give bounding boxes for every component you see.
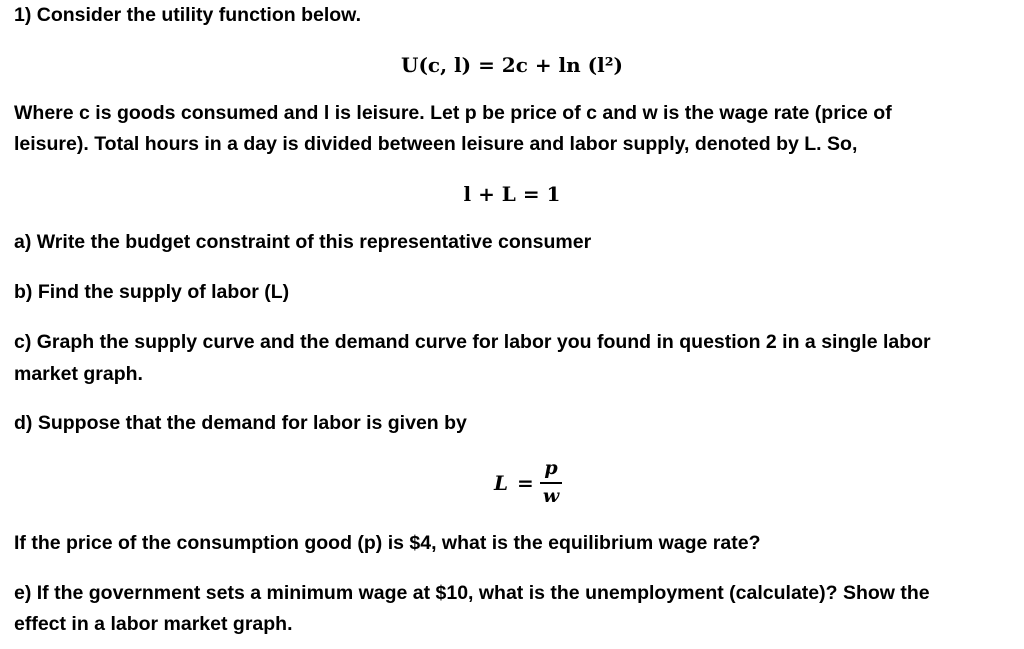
part-e-line-2: effect in a labor market graph. <box>14 613 293 635</box>
time-constraint-equation: l + L = 1 <box>463 182 561 206</box>
part-d: d) Suppose that the demand for labor is given by <box>14 412 467 434</box>
description-line-2: leisure). Total hours in a day is divided between leisure and labor supply, denoted by L. So, <box>14 133 858 155</box>
demand-denominator: w <box>542 485 560 507</box>
part-e-line-1: e) If the government sets a minimum wage at $10, what is the unemployment (calculate)? Show the <box>14 582 930 604</box>
part-c-line-1: c) Graph the supply curve and the demand curve for labor you found in question 2 in a single labor <box>14 331 931 353</box>
description-line-1: Where c is goods consumed and l is leisure. Let p be price of c and w is the wage rate (price of <box>14 102 892 124</box>
part-b: b) Find the supply of labor (L) <box>14 281 290 303</box>
utility-equation: U(c, l) = 2c + ln (l²) <box>401 53 623 77</box>
labor-demand-equation <box>0 457 1024 509</box>
price-question: If the price of the consumption good (p) is $4, what is the equilibrium wage rate? <box>14 532 761 554</box>
part-a: a) Write the budget constraint of this representative consumer <box>14 231 592 253</box>
fraction-bar <box>540 482 562 484</box>
demand-lhs: L <box>494 471 509 495</box>
question-title: 1) Consider the utility function below. <box>14 4 362 26</box>
part-c-line-2: market graph. <box>14 363 143 385</box>
demand-numerator: p <box>544 457 558 479</box>
demand-equals: = <box>517 471 534 495</box>
